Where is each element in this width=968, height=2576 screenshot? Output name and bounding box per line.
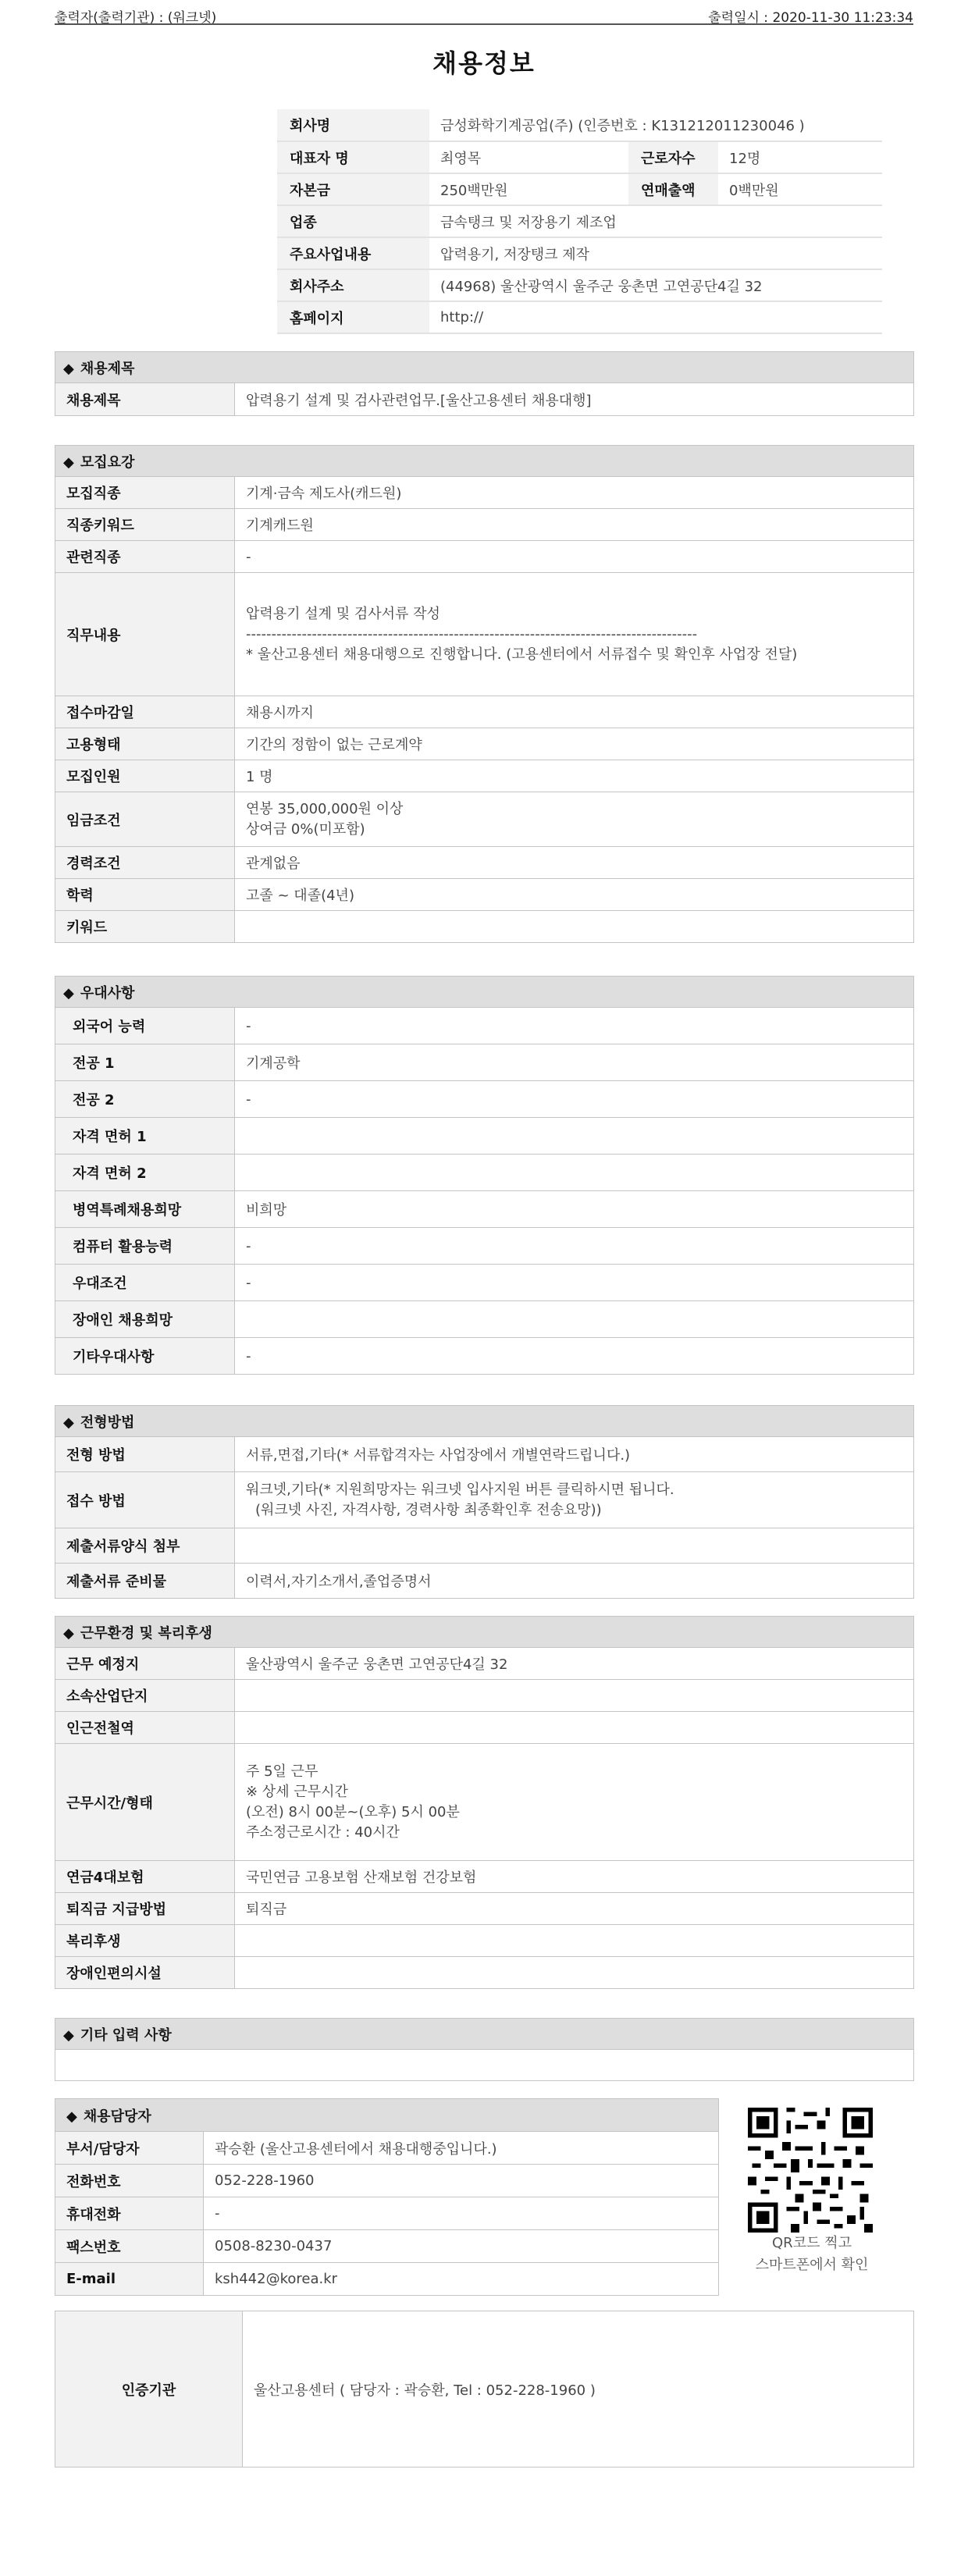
- qr-caption-line: QR코드 찍고: [772, 2235, 852, 2251]
- qr-caption: [722, 2233, 902, 2276]
- section-title: 우대사항: [80, 984, 135, 1002]
- diamond-icon: ◆: [63, 1624, 74, 1642]
- duty-divider: -----------------------------------------------------------------------------------------: [246, 625, 698, 642]
- hours-line: 주소정근로시간 : 40시간: [246, 1823, 400, 1841]
- career-value: 관계없음: [235, 847, 914, 879]
- diamond-icon: ◆: [63, 2026, 74, 2044]
- pref-value: [235, 1301, 914, 1338]
- industry-value: 금속탱크 및 저장용기 제조업: [429, 205, 882, 237]
- section-title: 채용담당자: [83, 2108, 151, 2125]
- pref-value: 비희망: [235, 1191, 914, 1228]
- pref-value: -: [235, 1228, 914, 1265]
- sales-value: 0백만원: [718, 173, 882, 205]
- employment-type-value: 기간의 정함이 없는 근로계약: [235, 728, 914, 760]
- format-value: [235, 1528, 914, 1564]
- deadline-value: 채용시까지: [235, 696, 914, 728]
- pref-value: -: [235, 1081, 914, 1118]
- print-header: [55, 5, 913, 25]
- method-value: 서류,면접,기타(* 서류합격자는 사업장에서 개별연락드립니다.): [235, 1437, 914, 1472]
- welfare-label: 복리후생: [55, 1925, 235, 1957]
- business-value: 압력용기, 저장탱크 제작: [429, 237, 882, 269]
- process-section: [55, 1405, 914, 1599]
- duty-note: * 울산고용센터 채용대행으로 진행합니다. (고용센터에서 서류접수 및 확인후 사업장 전달): [246, 646, 798, 663]
- pref-value: [235, 1155, 914, 1191]
- email-link[interactable]: ksh442@korea.kr: [204, 2263, 719, 2296]
- pref-label: 우대조건: [55, 1265, 235, 1301]
- welfare-value: [235, 1925, 914, 1957]
- related-label: 관련직종: [55, 541, 235, 573]
- work-section: [55, 1616, 914, 1989]
- company-name: 금성화학기계공업(주) (인증번호 : K131212011230046 ): [429, 109, 882, 141]
- person-label: 부서/담당자: [55, 2132, 204, 2165]
- phone-label: 전화번호: [55, 2165, 204, 2197]
- certification-section: [55, 2311, 914, 2467]
- section-header: [55, 446, 914, 477]
- complex-value: [235, 1680, 914, 1712]
- employment-type-label: 고용형태: [55, 728, 235, 760]
- company-name-label: 회사명: [277, 109, 429, 141]
- severance-label: 퇴직금 지급방법: [55, 1893, 235, 1925]
- station-label: 인근전철역: [55, 1712, 235, 1744]
- hours-content: [235, 1744, 914, 1861]
- address-label: 회사주소: [277, 269, 429, 301]
- keyword-value: 기계캐드원: [235, 509, 914, 541]
- education-value: 고졸 ~ 대졸(4년): [235, 879, 914, 911]
- ceo-name: 최영목: [429, 141, 628, 173]
- keyword-label: 직종키워드: [55, 509, 235, 541]
- station-value: [235, 1712, 914, 1744]
- job-title-label: 채용제목: [55, 383, 235, 416]
- employees-label: 근로자수: [628, 141, 718, 173]
- industry-label: 업종: [277, 205, 429, 237]
- category-value: 기계·금속 제도사(캐드원): [235, 477, 914, 509]
- pref-value: -: [235, 1338, 914, 1375]
- section-title: 모집요강: [80, 454, 135, 471]
- headcount-label: 모집인원: [55, 760, 235, 792]
- complex-label: 소속산업단지: [55, 1680, 235, 1712]
- wage-salary: 연봉 35,000,000원 이상: [246, 800, 404, 817]
- pref-value: -: [235, 1008, 914, 1044]
- pref-label: 장애인 채용희망: [55, 1301, 235, 1338]
- place-value: 울산광역시 울주군 웅촌면 고연공단4길 32: [235, 1648, 914, 1680]
- deadline-label: 접수마감일: [55, 696, 235, 728]
- email-label: E-mail: [55, 2263, 204, 2296]
- section-header: [55, 2019, 914, 2050]
- pref-label: 외국어 능력: [55, 1008, 235, 1044]
- fax-label: 팩스번호: [55, 2230, 204, 2263]
- pref-value: 기계공학: [235, 1044, 914, 1081]
- format-label: 제출서류양식 첨부: [55, 1528, 235, 1564]
- place-label: 근무 예정지: [55, 1648, 235, 1680]
- wage-content: [235, 792, 914, 847]
- qr-code-icon[interactable]: [740, 2108, 881, 2233]
- address-value: (44968) 울산광역시 울주군 웅촌면 고연공단4길 32: [429, 269, 882, 301]
- facility-value: [235, 1957, 914, 1989]
- homepage-link[interactable]: http://: [429, 301, 882, 333]
- pref-label: 전공 1: [55, 1044, 235, 1081]
- docs-label: 제출서류 준비물: [55, 1564, 235, 1599]
- wage-label: 임금조건: [55, 792, 235, 847]
- diamond-icon: ◆: [66, 2108, 77, 2125]
- employees-count: 12명: [718, 141, 882, 173]
- pref-label: 기타우대사항: [55, 1338, 235, 1375]
- apply-line: (워크넷 사진, 자격사항, 경력사항 최종확인후 전송요망)): [255, 1501, 602, 1518]
- mobile-label: 휴대전화: [55, 2197, 204, 2230]
- duty-label: 직무내용: [55, 573, 235, 696]
- diamond-icon: ◆: [63, 984, 74, 1002]
- facility-label: 장애인편의시설: [55, 1957, 235, 1989]
- preference-section: [55, 976, 914, 1375]
- pref-label: 자격 면허 1: [55, 1118, 235, 1155]
- duty-content: [235, 573, 914, 696]
- education-label: 학력: [55, 879, 235, 911]
- etc-content: [55, 2050, 914, 2081]
- phone-value[interactable]: 052-228-1960: [204, 2165, 719, 2197]
- homepage-label: 홈페이지: [277, 301, 429, 333]
- severance-value: 퇴직금: [235, 1893, 914, 1925]
- section-header: [55, 2099, 719, 2132]
- section-header: [55, 1617, 914, 1648]
- hours-line: (오전) 8시 00분~(오후) 5시 00분: [246, 1803, 460, 1820]
- contact-section: [55, 2098, 719, 2296]
- apply-line: 워크넷,기타(* 지원희망자는 워크넷 입사지원 버튼 클릭하시면 됩니다.: [246, 1481, 674, 1498]
- pref-value: [235, 1118, 914, 1155]
- pref-label: 전공 2: [55, 1081, 235, 1118]
- diamond-icon: ◆: [63, 1414, 74, 1431]
- diamond-icon: ◆: [63, 454, 74, 471]
- hours-line: 주 5일 근무: [246, 1763, 319, 1780]
- qr-caption-line: 스마트폰에서 확인: [755, 2257, 869, 2273]
- pref-label: 병역특례채용희망: [55, 1191, 235, 1228]
- hours-label: 근무시간/형태: [55, 1744, 235, 1861]
- section-title: 채용제목: [80, 360, 135, 377]
- recruit-section: [55, 445, 914, 943]
- related-value: -: [235, 541, 914, 573]
- pref-label: 자격 면허 2: [55, 1155, 235, 1191]
- section-title: 근무환경 및 복리후생: [80, 1624, 212, 1642]
- career-label: 경력조건: [55, 847, 235, 879]
- duty-line: 압력용기 설계 및 검사서류 작성: [246, 605, 440, 622]
- headcount-value: 1 명: [235, 760, 914, 792]
- keywords-value: [235, 911, 914, 943]
- insurance-value: 국민연금 고용보험 산재보험 건강보험: [235, 1861, 914, 1893]
- section-header: [55, 352, 914, 383]
- category-label: 모집직종: [55, 477, 235, 509]
- section-header: [55, 977, 914, 1008]
- company-info-table: [277, 109, 882, 334]
- capital-value: 250백만원: [429, 173, 628, 205]
- business-label: 주요사업내용: [277, 237, 429, 269]
- job-title-section: [55, 351, 914, 416]
- mobile-value: -: [204, 2197, 719, 2230]
- print-datetime: 출력일시 : 2020-11-30 11:23:34: [708, 10, 913, 26]
- etc-section: [55, 2018, 914, 2081]
- ceo-label: 대표자 명: [277, 141, 429, 173]
- diamond-icon: ◆: [63, 360, 74, 377]
- insurance-label: 연금4대보험: [55, 1861, 235, 1893]
- pref-label: 컴퓨터 활용능력: [55, 1228, 235, 1265]
- section-title: 전형방법: [80, 1414, 135, 1431]
- cert-label: 인증기관: [55, 2311, 243, 2467]
- person-value: 곽승환 (울산고용센터에서 채용대행중입니다.): [204, 2132, 719, 2165]
- page-title: 채용정보: [432, 48, 536, 78]
- printer-info: 출력자(출력기관) : (워크넷): [55, 10, 217, 26]
- job-title-value: 압력용기 설계 및 검사관련업무.[울산고용센터 채용대행]: [235, 383, 914, 416]
- section-header: [55, 1406, 914, 1437]
- apply-content: [235, 1472, 914, 1528]
- capital-label: 자본금: [277, 173, 429, 205]
- section-title: 기타 입력 사항: [80, 2026, 172, 2044]
- fax-value: 0508-8230-0437: [204, 2230, 719, 2263]
- method-label: 전형 방법: [55, 1437, 235, 1472]
- apply-label: 접수 방법: [55, 1472, 235, 1528]
- hours-line: ※ 상세 근무시간: [246, 1783, 348, 1800]
- wage-bonus: 상여금 0%(미포함): [246, 820, 365, 838]
- pref-value: -: [235, 1265, 914, 1301]
- keywords-label: 키워드: [55, 911, 235, 943]
- sales-label: 연매출액: [628, 173, 718, 205]
- cert-value: 울산고용센터 ( 담당자 : 곽승환, Tel : 052-228-1960 ): [243, 2311, 914, 2467]
- docs-value: 이력서,자기소개서,졸업증명서: [235, 1564, 914, 1599]
